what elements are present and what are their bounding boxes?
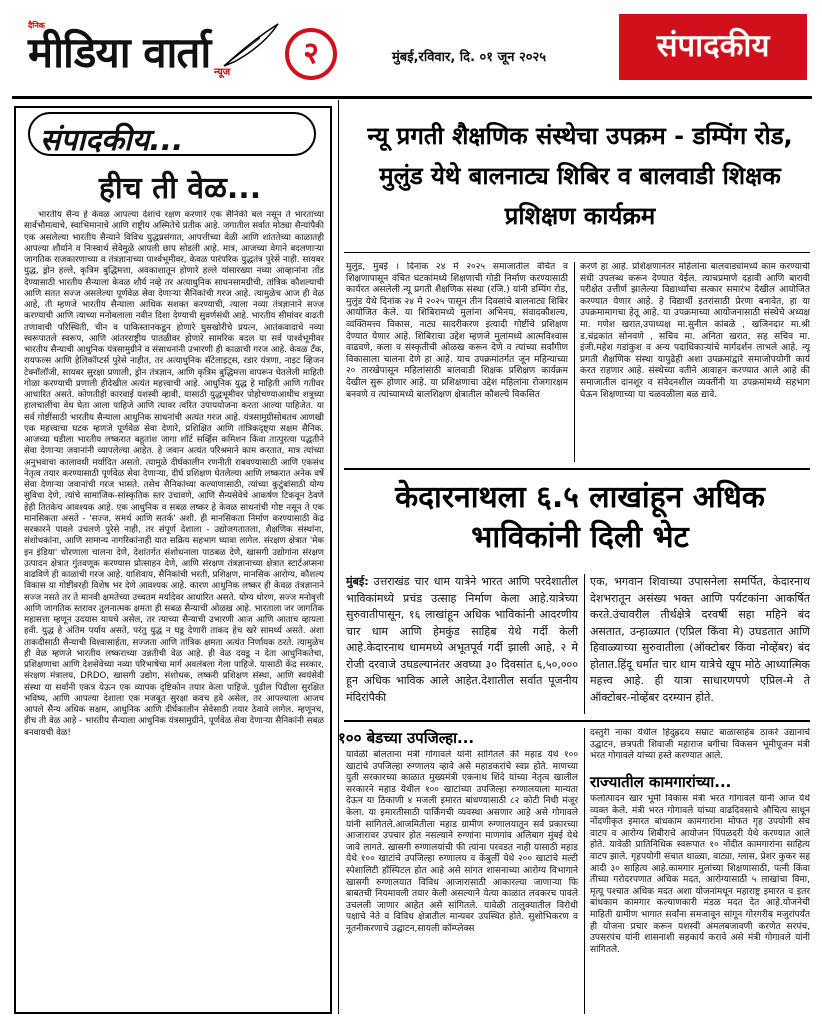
article-3-headline: १०० बेडच्या उपजिल्हा... xyxy=(338,729,475,747)
article-1-column-2: करणे हा आहे. प्रशिक्षणानंतर महिलांना बालवाड्यांमध्ये काम करण्याची संधी उपलब्ध करून देण्यात येईल. त्याचप्रमाणे दहावी आणि बारावी परीक्षेत उत्तीर्ण झालेल्या विद्यार्थ्यांचा सत्कार समारंभ देखील आयोजित करण्यात येणार आहे. हे विद्यार्थी इतरांसाठी प्रेरणा बनावेत, हा या उपक्रमामागचा हेतू आहे. या उपक्रमाच्या आयोजनासाठी संस्थेचे अध्यक्ष मा. गणेश खरात,उपाध्यक्ष मा.सुनील कांबळे , खजिनदार मा.श्री ड.चंद्रकांत सोनवणे , सचिव मा. अनिता खरात, सह सचिव मा. इंजी.महेश गडांकुश व अन्य पदाधिकाऱ्यांचे मार्गदर्शन लाभले आहे. न्यू प्रगती शैक्षणिक संस्था यापुढेही अशा उपक्रमांद्वारे समाजोपयोगी कार्य करत राहणार आहे. संस्थेच्या वतीने आवाहन करण्यात आले आहे की समाजातील दानशूर व संवेदनशील व्यक्तींनी या उपक्रमांमध्ये सहभाग घेऊन शिक्षणाच्या या चळवळीला बळ द्यावे. xyxy=(580,262,810,400)
article-2-body-1: उत्तराखंड चार धाम यात्रेने भारत आणि परदेशातील भाविकांमध्ये प्रचंड उत्साह निर्माण केला आहे.यात्रेच्या सुरुवातीपासून, १६ लाखांहून अधिक भाविकांनी आदरणीय चार धाम आणि हेमकुंड साहिब येथे गर्दी केली आहे.केदारनाथ धाममध्ये अभूतपूर्व गर्दी झाली आहे, २ मे रोजी दरवाजे उघडल्यानंतर अवघ्या ३० दिवसांत ६,५०,००० हून अधिक भाविक आले आहेत.देशातील सर्वात पूजनीय मंदिरांपैकी xyxy=(346,575,578,704)
article-2-column-2: एक, भगवान शिवाच्या उपासनेला समर्पित, केदारनाथ देशभरातून असंख्य भक्त आणि पर्यटकांना आकर्षित करते.उंचावरील तीर्थक्षेत्रे दरवर्षी सहा महिने बंद असतात, उन्हाळ्यात (एप्रिल किंवा मे) उघडतात आणि हिवाळ्याच्या सुरुवातीला (ऑक्टोबर किंवा नोव्हेंबर) बंद होतात.हिंदू धर्मात चार धाम यात्रेचे खूप मोठे आध्यात्मिक महत्त्व आहे. ही यात्रा साधारणपणे एप्रिल-मे ते ऑक्टोबर-नोव्हेंबर दरम्यान होते. xyxy=(590,575,810,704)
editorial-body xyxy=(24,210,324,1008)
masthead-tag: दैनिक xyxy=(28,21,45,30)
article-2-dateline: मुंबई: xyxy=(346,575,369,588)
article-2-headline: केदारनाथला ६.५ लाखांहून अधिक भाविकांनी दिली भेट xyxy=(395,480,765,555)
article-1-headline: न्यू प्रगती शैक्षणिक संस्थेचा उपक्रम - डम्पिंग रोड, मुलुंड येथे बालनाट्य शिबिर व बालवाडी शिक्षक प्रशिक्षण कार्यक्रम xyxy=(367,122,793,230)
article-3-body: यावेळी बोलताना मंत्री गोगावले यांनी सांगितले की महाड येथे १०० खाटांचे उपजिल्हा रुग्णालय व्हावे असे महाडकरांचे स्वप्न होते. माणच्या युती सरकारच्या काळात मुख्यमंत्री एकनाथ शिंदे यांच्या नेतृत्व खालील सरकारने महाड येथील १०० खाटांच्या उपजिल्हा रुग्णालयाला मान्यता देऊन या ठिकाणी ४ मजली इमारत बांधण्यासाठी ८२ कोटी निधी मंजूर केला. या इमारतीसाठी पार्किंगची व्यवस्था असणार आहे असे गोगावले यांनी सांगितले.आजमितीला महाड ग्रामीण रुग्णालयातून सर्व प्रकारच्या आजारावर उपचार होत नसल्याने रुग्णांना माणगांव अलिबाग मुंबई येथे जावे लागते. खासगी रुग्णालयांची फी त्यांना परवडत नाही यासाठी महाड येथे १०० खाटांचे उपजिल्हा रुग्णालय व केंबुर्ली येथे २०० खाटांचे मल्टी स्पेशालिटी हॉस्पिटल होत आहे असे सांगत शासनाच्या आरोग्य विभागाने खासगी रुग्णालयात विविध आजारासाठी आकारल्या जाणाऱ्या फि बाबतची नियमावली तयार केली असल्याने येत्या काळात लवकरच पावले उचलली जाणार आहेत असे सांगितले. यावेळी तालुक्यातील विरोधी पक्षाचे नेते व विविध क्षेत्रातील मान्यवर उपस्थित होते. सुशोभिकरण व नूतनीकरणाचे उद्घाटन,सायली कॉम्प्लेक्स xyxy=(346,750,578,934)
quill-pen-icon xyxy=(220,22,280,68)
article-2-column-divider xyxy=(584,574,585,714)
dateline: मुंबई,रविवार, दि. ०१ जून २०२५ xyxy=(392,50,547,65)
editorial-title: हीच ती वेळ... xyxy=(98,171,262,206)
article-4-headline: राज्यातील कामगारांच्या... xyxy=(590,773,732,791)
column-divider xyxy=(338,100,339,1014)
editorial-paragraph: भारतीय सैन्य हे केवळ आपल्या देशाचे रक्षण करणारे एक सैनिकी बल नसून ते भारताच्या सार्वभौमत्वाचे, स्वाभिमानाचे आणि राष्ट्रीय अस्मितेचे प्रतीक आहे. जगातील सर्वात मोठ्या सैन्यांपैकी एक असलेल्या भारतीय सैन्याने विविध युद्धप्रसंगात, आपत्तीच्या वेळी आणि शांततेच्या काळातही आपल्या शौर्याने व निःस्वार्थ सेवेमुळे आपली छाप सोडली आहे. मात्र, आजच्या वेगाने बदलणाऱ्या जागतिक राजकारणाच्या व तंत्रज्ञानाच्या पार्श्वभूमीवर, केवळ पारंपरिक युद्धतंत्र पुरेसे नाही. सायबर युद्ध, ड्रोन हल्ले, कृत्रिम बुद्धिमत्ता, अवकाशातून होणारे हल्ले यांसारख्या नव्या आव्हानांना तोंड देण्यासाठी भारतीय सैन्याला केवळ शौर्य नव्हे तर अत्याधुनिक साधनसामग्रीची, तांत्रिक कौशल्याची आणि सतत सज्ज असलेल्या पूर्णवेळ सेवा देणाऱ्या सैनिकांची गरज आहे. त्यामुळेच आज ही वेळ आहे, ती म्हणजे भारतीय सैन्याला आधिक सशक्त करण्याची, त्याला नव्या तंत्रज्ञानाने सज्ज करण्याची आणि त्याच्या मनोबलाला नवीन दिशा देण्याची सुवर्णसंधी आहे. भारतीय सीमांवर वाढती तणावाची परिस्थिती, चीन व पाकिस्तानकडून होणारे घुसखोरीचे प्रयत्न, आतंकवादाचे नव्या स्वरूपातले स्वरूप, आणि आंतरराष्ट्रीय पातळीवर होणारे सामरिक बदल या सर्व पार्श्वभूमीवर भारतीय सैन्याची आधुनिक यंत्रसामुग्रीने व संसाधनांनी उभारणी ही काळाची गरज आहे. केवळ टँक, रायफल्स आणि हेलिकॉप्टर्स पुरेसे नाहीत, तर अत्याधुनिक सॅटेलाइट्स, रडार यंत्रणा, नाइट व्हिजन टेक्नॉलॉजी, सायबर सुरक्षा प्रणाली, ड्रोन तंत्रज्ञान, आणि कृत्रिम बुद्धिमत्ता वापरून घेतलेली माहिती गोळा करण्याची प्रणाली हीदेखील अत्यंत महत्त्वाची आहे. आधुनिक युद्ध हे माहिती आणि गतीवर आधारित असते. कोणतीही कारवाई यशस्वी व्हावी, यासाठी युद्धभूमीवर पोहोचण्याआधीच शत्रूच्या हालचालींचा वेध घेता आला पाहिजे आणि त्यावर त्वरित उपाययोजना करता आल्या पाहिजेत. या सर्व गोष्टींसाठी भारतीय सैन्याला आधुनिक साधनांची अत्यंत गरज आहे. यंत्रसामुग्रीसोबतच आणखी एक महत्त्वाचा घटक म्हणजे पूर्णवेळ सेवा देणारे, प्रशिक्षित आणि तांत्रिकदृष्ट्या सक्षम सैनिक. आजच्या घडीला भारतीय लष्करात बहुतांश जागा शॉर्ट सर्व्हिस कमिशन किंवा तात्पुरत्या पद्धतीने सेवा देणाऱ्या जवानांनी व्यापलेल्या आहेत. हे जवान अत्यंत परिश्रमाने काम करतात, मात्र त्यांच्या अनुभवाचा कालावधी मर्यादित असतो. त्यामुळे दीर्घकालीन रणनीती राबवण्यासाठी आणि एकसंध नेतृत्व तयार करण्यासाठी पूर्णवेळ सेवा देणाऱ्या, दीर्घ प्रशिक्षण घेतलेल्या आणि लष्करात अनेक वर्षे सेवा देणाऱ्या जवानांची गरज भासते. तसेच सैनिकांच्या कल्याणासाठी, त्यांच्या कुटुंबांसाठी योग्य सुविधा देणे, त्यांचे सामाजिक-सांस्कृतिक स्तर उंचावणे, आणि सैन्यसेवेचे आकर्षण टिकवून ठेवणे हेही तितकेच आवश्यक आहे. एक आधुनिक व सबळ लष्कर हे केवळ साधनांची गोष्ट नसून ते एक मानसिकता असते - 'सज्ज, समर्थ आणि सतर्क' अशी. ही मानसिकता निर्माण करण्यासाठी केंद्र सरकारने पावले उचलणे पुरेसे नाही, तर संपूर्ण देशाला - उद्योजगतातला, शैक्षणिक संस्थांना, संशोधकांना, आणि सामान्य नागरिकांनाही यात सक्रिय सहभाग घ्यावा लागेल. संरक्षण क्षेत्रात 'मेक इन इंडिया' धोरणाला चालना देणे, देशांतर्गत संशोधनाला पाठबळ देणे, खासगी उद्योगांना संरक्षण उत्पादन क्षेत्रात गुंतवणूक करण्यास प्रोत्साहन देणे, आणि संरक्षण तंत्रज्ञानाच्या क्षेत्रात स्टार्टअप्सना वाढविणे ही काळाची गरज आहे. याशिवाय, सैनिकांची भरती, प्रशिक्षण, मानसिक आरोग्य, कौशल्य विकास या गोष्टींवरही विशेष भर देणे आवश्यक आहे. कारण आधुनिक लष्कर ही केवळ तंत्रज्ञानाने सज्ज नसते तर ते मानवी क्षमतेच्या उच्चतम मर्यादेवर आधारित असते. योग्य धोरण, सज्ज मनोवृत्ती आणि जागतिक स्तरावर तुलनात्मक क्षमता ही सबळ सैन्याची ओळख आहे. भारताला जर जागतिक महासत्ता म्हणून उदयास यायचे असेल, तर त्याच्या सैन्याची उभारणी आज आणि आताच व्हायला हवी. युद्ध हे अंतिम पर्याय असते, परंतु युद्ध न घडू देणारी ताकद हेच खरे सामर्थ्य असते. अशा ताकदीसाठी सैन्याची विश्वासार्हता, सज्जता आणि तांत्रिक क्षमता अत्यंत निर्णायक ठरते. त्यामुळेच ही वेळ म्हणजे भारतीय लष्कराच्या उन्नतीची वेळ आहे. ही वेळ दवडू न देता आधुनिकतेचा, प्रशिक्षणाचा आणि देशसेवेच्या नव्या परिभाषेचा मार्ग अवलंबला गेला पाहिजे. यासाठी केंद्र सरकार, संरक्षण मंत्रालय, DRDO, खासगी उद्योग, संशोधक, लष्करी प्रशिक्षण संस्था, आणि स्वयंसेवी संस्था या सर्वांनी एकत्र येऊन एक व्यापक दृष्टिकोन तयार केला पाहिजे. पुढील पिढीला सुरक्षित भविष्य, आणि आपल्या देशाला एक मजबूत सुरक्षा कवच हवे असेल, तर आपल्याला आजच आपले सैन्य अधिक सक्षम, आधुनिक आणि दीर्घकालीन सेवेसाठी तयार ठेवावे लागेल. म्हणूनच, हीच ती वेळ आहे - भारतीय सैन्याला आधुनिक यंत्रसामुग्रीने, पूर्णवेळ सेवा देणाऱ्या सैनिकांनी सबळ बनवायची वेळ! xyxy=(24,210,324,738)
article-1-bottom-rule xyxy=(344,468,810,470)
masthead-rule xyxy=(12,96,812,99)
article-3-column-divider xyxy=(584,728,585,1014)
section-banner: संपादकीय xyxy=(619,14,807,80)
article-2-bottom-rule xyxy=(344,720,810,722)
masthead-news-label: न्यूज xyxy=(214,67,231,78)
editorial-label-text: संपादकीय... xyxy=(40,123,184,158)
article-1-column-1: मुलुंड, मुंबई । दिनांक २४ मे २०२५ समाजातील वंचित व शिक्षणापासून वंचित घटकांमध्ये शिक्षणाची गोडी निर्माण करण्यासाठी कार्यरत असलेली न्यू प्रगती शैक्षणिक संस्था (रजि.) यांनी डम्पिंग रोड, मुलुंड येथे दिनांक २४ मे २०२५ पासून तीन दिवसांचे बालनाट्य शिबिर आयोजित केले. या शिबिरामध्ये मुलांना अभिनय, संवादकौशल्य, व्यक्तिमत्त्व विकास, नाट्य सादरीकरण इत्यादी गोष्टींचे प्रशिक्षण देण्यात येणार आहे. शिबिराचा उद्देश म्हणजे मुलांमध्ये आत्मविश्वास वाढवणे, कला व संस्कृतीची ओळख करून देणे व त्यांच्या सर्वांगीण विकासाला चालना देणे हा आहे. याच उपक्रमांतर्गत जून महिन्याच्या २० तारखेपासून महिलांसाठी बालवाडी शिक्षक प्रशिक्षण कार्यक्रम देखील सुरू होणार आहे. या प्रशिक्षणाचा उद्देश महिलांना रोजगारक्षम बनवणे व त्यांच्यामध्ये बालशिक्षण क्षेत्रातील कौशल्ये विकसित xyxy=(346,262,568,400)
article-4-body: फलोत्पादन खार भूमी विकास मंत्री भरत गोगावले यांनी आज येथे व्यक्त केले. मंत्री भरत गोगावले यांच्या वाढदिवसाचे औचित्य साधून नोंदणीकृत इमारत बांधकाम कामगारांना मोफत गृह उपयोगी संच वाटप व आरोग्य शिबीराचे आयोजन पिंपळदरी येथे करण्यात आले होते. यावेळी प्रातिनिधिक स्वरूपात १० नोंदीत कामगारांना साहित्य वाटप झाले. गृहपयोगी संचात थाळ्या, वाट्या, ग्लास, प्रेशर कुकर सह आदी ३० साहित्य आहे.कामगार मुलांच्या शिक्षणासाठी, पत्नी किंवा तीच्या गरोदरपणात अधिक मदत, आरोग्यासाठी ५ लाखांचा विमा, मृत्यू पश्चात अधिक मदत अशा योजनांमधून महाराष्ट्र इमारत व इतर बांधकाम कामगार कल्याणकारी मंडळ मदत देत आहे.योजनेची माहिती ग्रामीण भागात सर्वांना समजावून सांगून गोरगरीब मजुरांपर्यंत ही योजना प्रचार करून यशस्वी अंमलबजावणी करणेत सरपंच, उपसरपंच यांनी शासनाशी सहकार्य करावे असे मंत्री गोगावले यांनी सांगितले. xyxy=(590,794,810,955)
article-1-headline-rule xyxy=(344,252,810,253)
masthead-title: मीडिया वार्ता xyxy=(28,28,211,77)
article-2-column-1 xyxy=(346,574,578,714)
page-number-badge: २ xyxy=(285,28,337,80)
article-4-intro: दस्तुरी नाका येथील हिंदुह्रदय सम्राट बाळासाहेब ठाकरे उद्यानाचे उद्घाटन, छत्रपती शिवाजी महाराज बगीचा विकसन भूमीपूजन मंत्री भरत गोगावले यांच्या हस्ते करण्यात आले. xyxy=(590,728,810,762)
article-1-column-divider xyxy=(574,262,575,462)
